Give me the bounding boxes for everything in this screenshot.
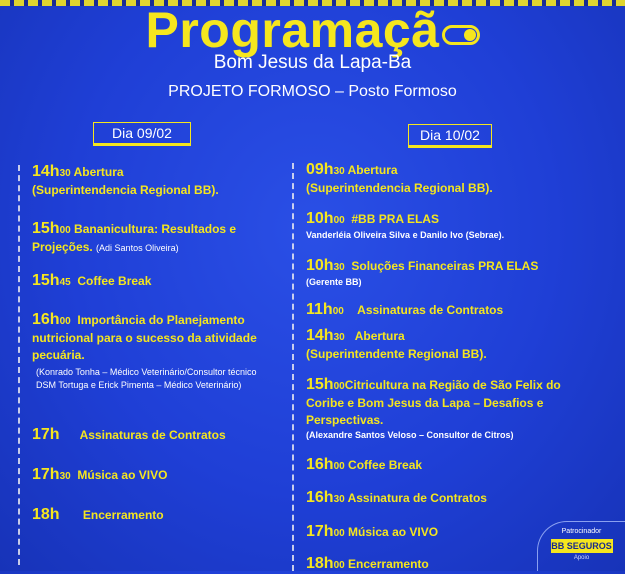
- bb-seguros-logo: BB SEGUROS: [551, 541, 612, 551]
- location-subtitle: Bom Jesus da Lapa-Ba: [213, 52, 412, 73]
- schedule-item: 17h30 Música ao VIVO: [32, 466, 168, 483]
- schedule-item: 15h00Citricultura na Região de São Felix do Coribe e Bom Jesus da Lapa – Desafios e Perspectivas. (Alexandre Santos Veloso – Consultor de Citros): [306, 376, 561, 440]
- day1-label: Dia 09/02: [93, 122, 191, 146]
- sponsor-panel: [537, 521, 625, 571]
- schedule-item: 09h30 Abertura (Superintendencia Regional BB).: [306, 161, 493, 195]
- day2-label: Dia 10/02: [408, 124, 492, 148]
- schedule-item: 11h00 Assinaturas de Contratos: [306, 301, 504, 318]
- sponsor-label: Patrocinador: [561, 528, 602, 535]
- schedule-item: 15h45 Coffee Break: [32, 272, 152, 289]
- dashed-divider-left: [18, 165, 20, 565]
- toggle-icon: [442, 25, 480, 45]
- dashed-divider-center: [292, 163, 294, 571]
- support-label: Apoio: [573, 555, 590, 561]
- project-subtitle: PROJETO FORMOSO – Posto Formoso: [168, 83, 457, 100]
- schedule-item: 18h Encerramento: [32, 506, 164, 523]
- schedule-item: 10h00 #BB PRA ELAS Vanderléia Oliveira Silva e Danilo Ivo (Sebrae).: [306, 210, 505, 240]
- schedule-item: 18h00 Encerramento: [306, 555, 429, 572]
- page-title: Programaçã: [0, 0, 625, 56]
- schedule-item: 17h00 Música ao VIVO: [306, 523, 439, 540]
- schedule-item: 16h00 Importância do Planejamento nutricional para o sucesso da atividade pecuária. (Konrado Tonha – Médico Veterinário/Consultor técnico DSM Tortuga e Erick Pimenta – Médico Veterinário): [32, 311, 257, 390]
- schedule-item: 10h30 Soluções Financeiras PRA ELAS (Gerente BB): [306, 257, 539, 287]
- schedule-item: 16h30 Assinatura de Contratos: [306, 489, 487, 506]
- schedule-item: 16h00 Coffee Break: [306, 456, 423, 473]
- schedule-item: 17h Assinaturas de Contratos: [32, 426, 226, 443]
- schedule-item: 14h30 Abertura (Superintendente Regional BB).: [306, 327, 487, 361]
- schedule-item: 14h30 Abertura (Superintendencia Regional BB).: [32, 163, 219, 197]
- schedule-item: 15h00 Bananicultura: Resultados e Projeções. (Adi Santos Oliveira): [32, 220, 237, 254]
